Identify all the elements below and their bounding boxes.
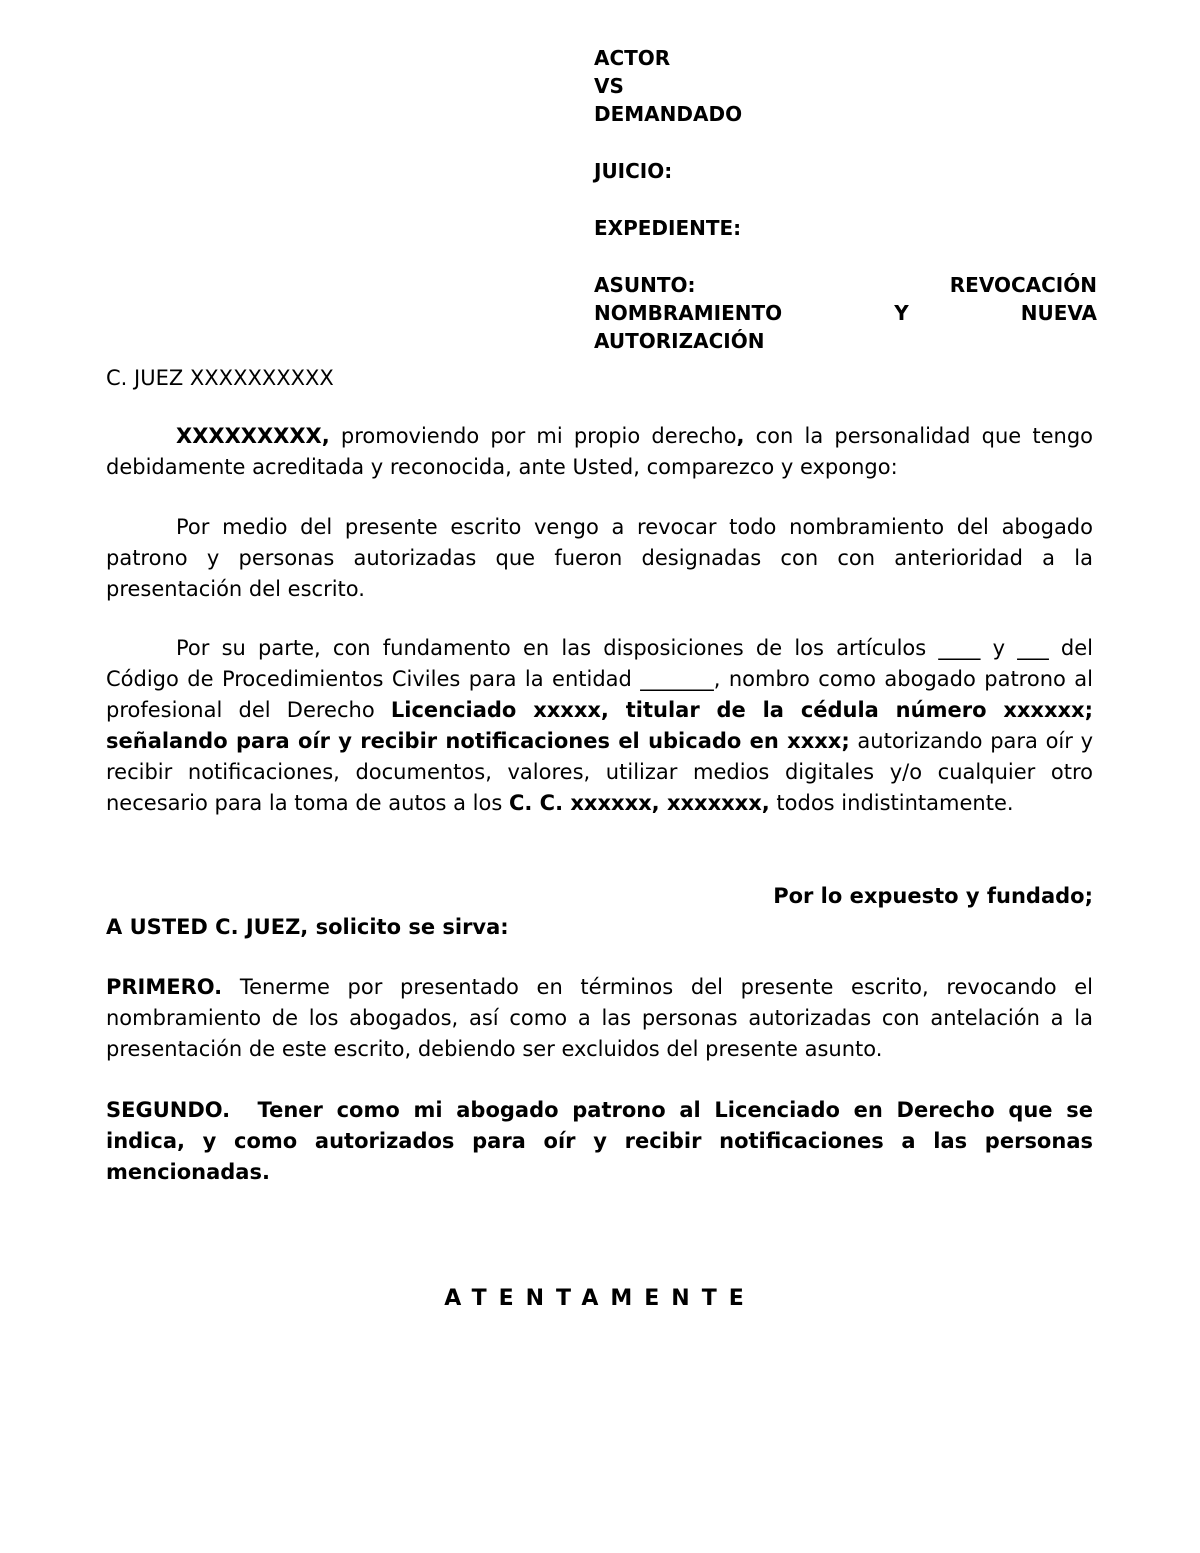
closing-phrase: Por lo expuesto y fundado; — [773, 884, 1093, 908]
trial-label: JUICIO: — [594, 159, 673, 183]
sign-off: ATENTAMENTE — [444, 1286, 756, 1311]
addressee: C. JUEZ XXXXXXXXXX — [106, 366, 334, 390]
subject-word-nombramiento: NOMBRAMIENTO — [594, 301, 783, 325]
subject-word-revocacion: REVOCACIÓN — [949, 273, 1097, 297]
subject-word-autorizacion: AUTORIZACIÓN — [594, 329, 765, 353]
intro-paragraph — [106, 421, 1093, 483]
subject-word-y: Y — [894, 301, 909, 325]
intro-text-a: promoviendo por mi propio derecho — [329, 424, 737, 448]
appointment-bold-b: C. C. xxxxxx, xxxxxxx, — [508, 791, 770, 815]
first-request-label: PRIMERO. — [106, 975, 223, 999]
subject-word-nueva: NUEVA — [1020, 301, 1097, 325]
defendant-label: DEMANDADO — [594, 102, 743, 126]
file-number-label: EXPEDIENTE: — [594, 216, 742, 240]
appointment-bold-a: Licenciado xxxxx, titular de la cédula número xxxxxx; señalando para oír y recibir notificaciones el ubicado en xxxx; — [106, 698, 1093, 753]
appointment-paragraph — [106, 633, 1093, 819]
vs-label: VS — [594, 74, 624, 98]
second-request-text: Tener como mi abogado patrono al Licenciado en Derecho que se indica, y como autorizados para oír y recibir notificaciones a las personas mencionadas. — [106, 1098, 1101, 1184]
appointment-text-c: todos indistintamente. — [769, 791, 1014, 815]
first-request-text: Tenerme por presentado en términos del presente escrito, revocando el nombramiento de los abogados, así como a las personas autorizadas con antelación a la presentación de este escrito, debiendo ser excluidos del presente asunto. — [106, 975, 1093, 1061]
subject-label: ASUNTO: — [594, 273, 696, 297]
appointment-text-b: autorizando para oír y recibir notificaciones, documentos, valores, utilizar medios digitales y/o cualquier otro necesario para la toma de autos a los — [106, 729, 1093, 815]
first-request — [106, 972, 1093, 1065]
intro-text-b: con la personalidad que tengo debidamente acreditada y reconocida, ante Usted, comparezco y expongo: — [106, 424, 1093, 479]
promoter-name: XXXXXXXXX, — [176, 424, 330, 448]
actor-label: ACTOR — [594, 46, 671, 70]
intro-comma: , — [736, 424, 745, 448]
subject-block — [594, 271, 1097, 355]
appointment-text-a: Por su parte, con fundamento en las disposiciones de los artículos ____ y ___ del Código de Procedimientos Civiles para la entidad _______, nombro como abogado patrono al profesional del Derecho — [106, 636, 1093, 722]
second-request — [106, 1095, 1101, 1188]
second-request-label: SEGUNDO. — [106, 1098, 231, 1122]
request-heading: A USTED C. JUEZ, solicito se sirva: — [106, 915, 509, 939]
revocation-paragraph: Por medio del presente escrito vengo a revocar todo nombramiento del abogado patrono y personas autorizadas que fueron designadas con con anterioridad a la presentación del escrito. — [106, 515, 1093, 601]
case-header — [594, 44, 1097, 355]
